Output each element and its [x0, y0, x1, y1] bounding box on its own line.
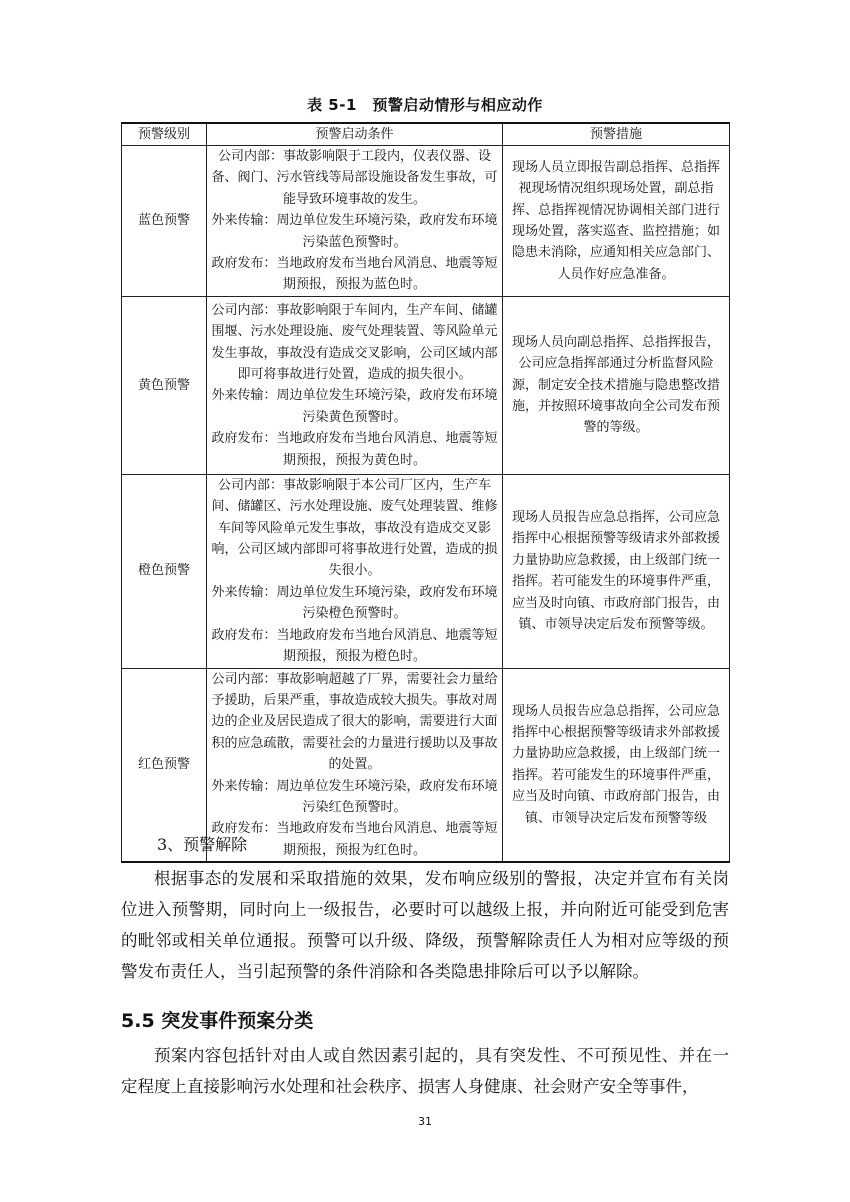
measures-text: 现场人员立即报告副总指挥、总指挥视现场情况组织现场处置，副总指挥、总指挥视情况协调相关部门进行现场处置，落实巡查、监控措施；如隐患未消除，应通知相关应急部门、人员作好应急准备。 [511, 159, 720, 282]
conditions-cell [207, 296, 503, 474]
level-cell: 橙色预警 [122, 474, 207, 668]
table-row-yellow [122, 296, 730, 474]
table-row-blue [122, 146, 730, 297]
condition-external: 外来传输：周边单位发生环境污染，政府发布环境污染橙色预警时。 [211, 584, 498, 622]
header-level: 预警级别 [122, 123, 207, 146]
subsection-heading: 3、预警解除 [157, 835, 248, 854]
measures-cell [503, 474, 730, 668]
paragraph-plan-classification: 预案内容包括针对由人或自然因素引起的，具有突发性、不可预见性、并在一定程度上直接影响污水处理和社会秩序、损害人身健康、社会财产安全等事件， [121, 1046, 729, 1096]
table-caption: 表 5-1 预警启动情形与相应动作 [307, 96, 543, 114]
header-conditions: 预警启动条件 [207, 123, 503, 146]
condition-external: 外来传输：周边单位发生环境污染，政府发布环境污染黄色预警时。 [211, 388, 498, 425]
table-row-orange [122, 474, 730, 668]
measures-text: 现场人员报告应急总指挥，公司应急指挥中心根据预警等级请求外部救援力量协助应急救援，由上级部门统一指挥。若可能发生的环境事件严重，应当及时向镇、市政府部门报告，由镇、市领导决定后发布预警等级。 [511, 509, 720, 632]
level-cell: 蓝色预警 [122, 146, 207, 297]
measures-text: 现场人员向副总指挥、总指挥报告，公司应急指挥部通过分析监督风险源，制定安全技术措施与隐患整改措施，并按照环境事故向全公司发布预警的等级。 [511, 334, 720, 436]
measures-text: 现场人员报告应急总指挥，公司应急指挥中心根据预警等级请求外部救援力量协助应急救援，由上级部门统一指挥。若可能发生的环境事件严重，应当及时向镇、市政府部门报告，由镇、市领导决定后发布预警等级 [511, 703, 720, 826]
measures-cell [503, 296, 730, 474]
header-measures: 预警措施 [503, 123, 730, 146]
condition-external: 外来传输：周边单位发生环境污染，政府发布环境污染红色预警时。 [211, 778, 498, 815]
condition-government: 政府发布：当地政府发布当地台风消息、地震等短期预报，预报为橙色时。 [211, 627, 498, 665]
paragraph-warning-release: 根据事态的发展和采取措施的效果，发布响应级别的警报，决定并宣布有关岗位进入预警期，同时向上一级报告，必要时可以越级上报，并向附近可能受到危害的毗邻或相关单位通报。预警可以升级、降级，预警解除责任人为相对应等级的预警发布责任人，当引起预警的条件消除和各类隐患排除后可以予以解除。 [121, 869, 729, 981]
condition-government: 政府发布：当地政府发布当地台风消息、地震等短期预报，预报为蓝色时。 [211, 256, 498, 293]
conditions-cell [207, 146, 503, 297]
table-header-row [122, 123, 730, 146]
measures-cell [503, 146, 730, 297]
condition-internal: 公司内部：事故影响限于工段内，仪表仪器、设备、阀门、污水管线等局部设施设备发生事故，可能导致环境事故的发生。 [211, 149, 498, 207]
condition-external: 外来传输：周边单位发生环境污染，政府发布环境污染蓝色预警时。 [211, 213, 498, 250]
conditions-cell [207, 668, 503, 862]
condition-government: 政府发布：当地政府发布当地台风消息、地震等短期预报，预报为黄色时。 [211, 431, 498, 468]
condition-government: 政府发布：当地政府发布当地台风消息、地震等短期预报，预报为红色时。 [211, 821, 498, 858]
condition-internal: 公司内部：事故影响限于本公司厂区内，生产车间、储罐区、污水处理设施、废气处理装置、维修车间等风险单元发生事故，事故没有造成交叉影响，公司区域内部即可将事故进行处置，造成的损失很小。 [211, 477, 498, 579]
level-cell: 黄色预警 [122, 296, 207, 474]
warning-table [121, 122, 730, 863]
page-number: 31 [418, 1115, 432, 1128]
condition-internal: 公司内部：事故影响超越了厂界，需要社会力量给予援助，后果严重，事故造成较大损失。事故对周边的企业及居民造成了很大的影响，需要进行大面积的应急疏散，需要社会的力量进行援助以及事故的处置。 [211, 671, 498, 773]
measures-cell [503, 668, 730, 862]
condition-internal: 公司内部：事故影响限于车间内，生产车间、储罐围堰、污水处理设施、废气处理装置、等风险单元发生事故，事故没有造成交叉影响，公司区域内部即可将事故进行处置，造成的损失很小。 [211, 302, 498, 382]
conditions-cell [207, 474, 503, 668]
level-cell: 红色预警 [122, 668, 207, 862]
section-heading: 5.5 突发事件预案分类 [121, 1010, 314, 1032]
